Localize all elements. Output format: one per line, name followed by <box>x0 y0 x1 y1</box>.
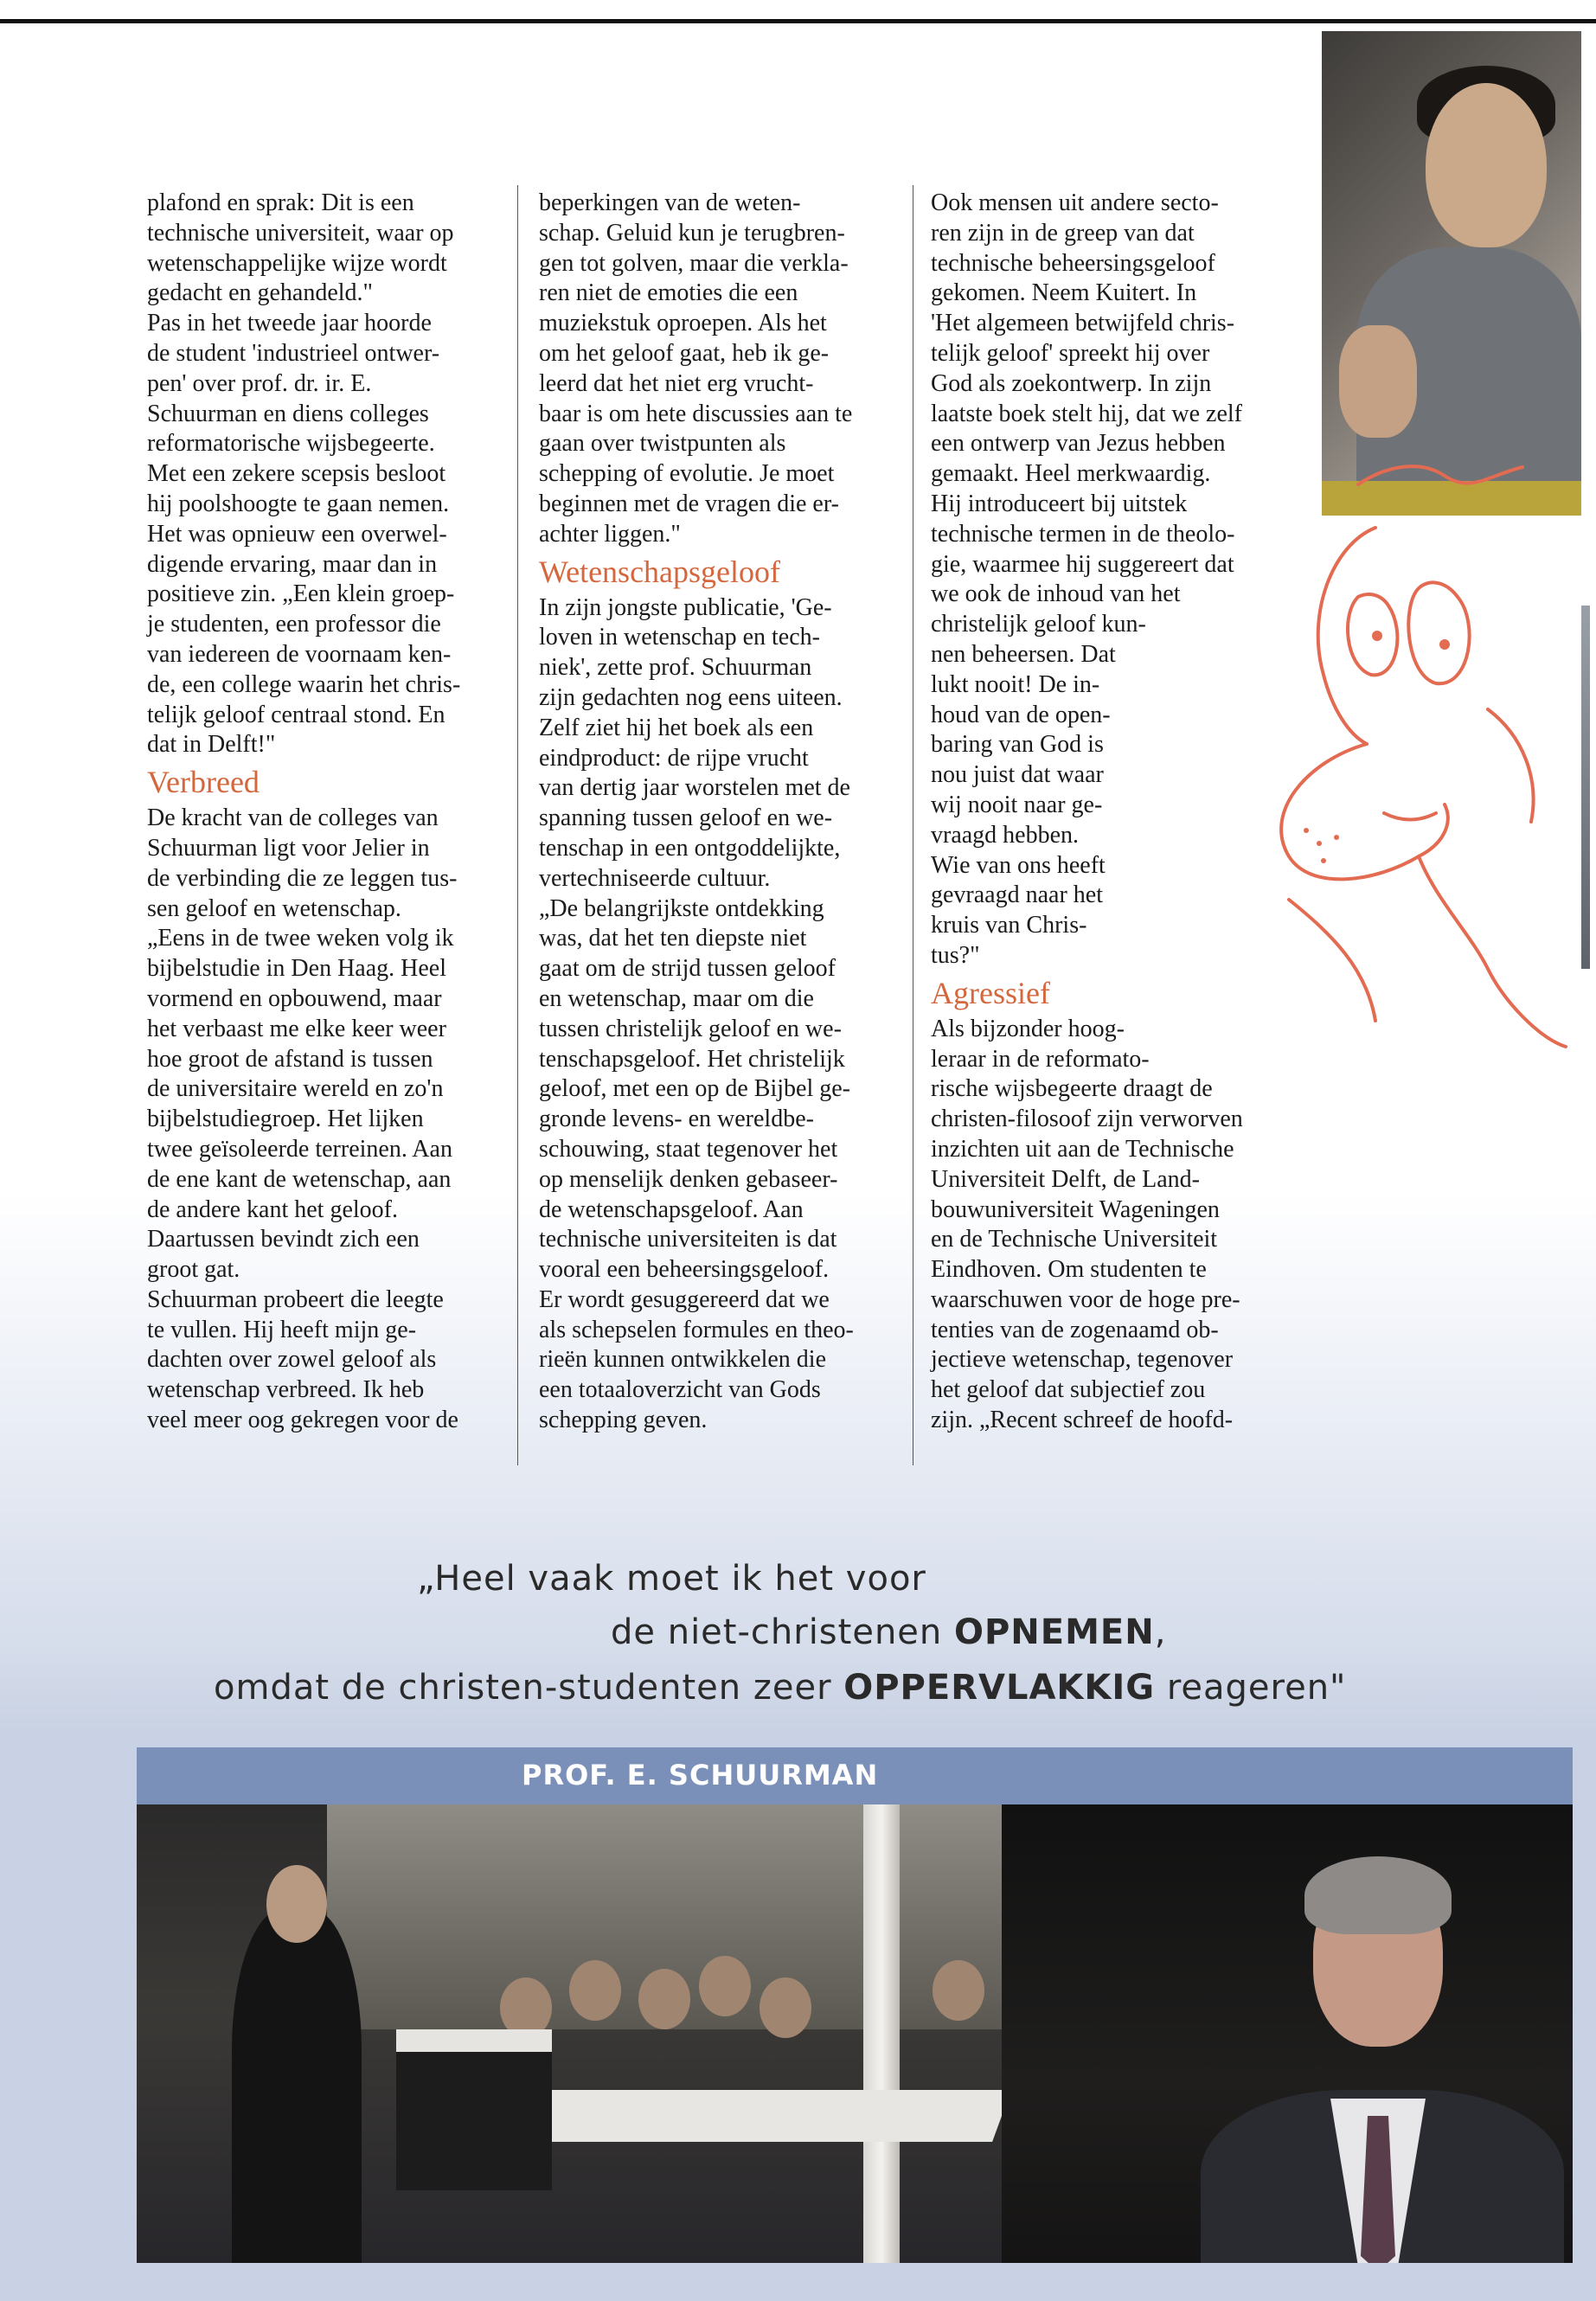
cartoon-chin <box>1419 856 1566 1047</box>
lectern <box>396 2029 552 2190</box>
classroom-photo <box>137 1804 1002 2263</box>
student-photo <box>1322 31 1581 516</box>
student-figure <box>569 1960 621 2021</box>
quote-emphasis: OPNEMEN <box>953 1612 1155 1652</box>
cartoon-nose <box>1281 744 1448 879</box>
classroom-table <box>490 2090 1002 2142</box>
portrait-photo <box>1002 1804 1573 2263</box>
cartoon-mouth <box>1384 813 1436 820</box>
column-divider <box>517 185 518 1465</box>
column-2-paragraph-1: beperkingen van de weten- schap. Geluid kun je terugbren- gen tot golven, maar die verkla- ren niet de emoties die een muziekstuk oproepen. Als het om het geloof gaat, heb ik ge- leerd dat het niet erg vrucht- baar is om hete discussies aan te gaan over twistpunten als schepping of evolutie. Je moet beginnen met de vragen die er- achter liggen." <box>539 189 853 548</box>
student-figure <box>760 1977 811 2038</box>
lecturer-figure <box>232 1908 362 2263</box>
quote-text: omdat de christen-studenten zeer <box>214 1668 844 1708</box>
lecturer-head <box>266 1865 327 1943</box>
quote-text: „Heel vaak moet ik het voor <box>417 1559 926 1599</box>
quote-text: de niet-christenen <box>611 1612 954 1652</box>
pull-quote-line-2 <box>611 1611 1166 1654</box>
cartoon-collar <box>1289 900 1375 1021</box>
student-face <box>1426 83 1547 247</box>
heading-wetenschapsgeloof: Wetenschapsgeloof <box>539 554 780 589</box>
student-figure <box>699 1956 751 2016</box>
cartoon-drawing <box>1159 450 1592 1107</box>
column-1-paragraph-2: De kracht van de colleges van Schuurman ligt voor Jelier in de verbinding die ze leggen tus- sen geloof en wetenschap. „Eens in de twee weken volg ik bijbelstudie in Den Haag. Heel vormend en opbouwend, maar het verbaast me elke keer weer hoe groot de afstand is tussen de universitaire wereld en zo'n bijbelstudiegroep. Het lijken twee geïsoleerde terreinen. Aan de ene kant de wetenschap, aan de andere kant het geloof. Daartussen bevindt zich een groot gat. Schuurman probeert die leegte te vullen. Hij heeft mijn ge- dachten over zowel geloof als wetenschap verbreed. Ik heb veel meer oog gekregen voor de <box>147 804 458 1434</box>
student-figure <box>933 1960 984 2021</box>
caption-name: PROF. E. SCHUURMAN <box>522 1759 879 1791</box>
column-3-paragraph-2: Als bijzonder hoog- leraar in de reformato- rische wijsbegeerte draagt de christen-filosoof zijn verworven inzichten uit aan de Technische Universiteit Delft, de Land- bouwuniversiteit Wageningen en de Technische Universiteit Eindhoven. Om studenten te waarschuwen voor de hoge pre- tenties van de zogenaamd ob- jectieve wetenschap, tegenover het geloof dat subjectief zou zijn. „Recent schreef de hoofd- <box>931 1015 1243 1434</box>
column-3-paragraph-1: Ook mensen uit andere secto- ren zijn in de greep van dat technische beheersingsgeloof gekomen. Neem Kuitert. In 'Het algemeen betwijfeld chris- telijk geloof' spreekt hij over God als zoekontwerp. In zijn laatste boek stelt hij, dat we zelf een ontwerp van Jezus hebben gemaakt. Heel merkwaardig. Hij introduceert bij uitstek technische termen in de theolo- gie, waarmee hij suggereert dat we ook de inhoud van het christelijk geloof kun- nen beheersen. Dat lukt nooit! De in- houd van de open- baring van God is nou juist dat waar wij nooit naar ge- vraagd hebben. Wie van ons heeft gevraagd naar het kruis van Chris- tus?" <box>931 189 1242 969</box>
student-figure <box>638 1969 690 2029</box>
article-column-1 <box>147 189 510 1436</box>
caption-bar <box>137 1747 1573 1804</box>
portrait-hair <box>1304 1856 1452 1934</box>
cartoon-hat-line <box>1358 466 1522 484</box>
pull-quote-line-1 <box>417 1557 926 1600</box>
classroom-pillar <box>863 1804 900 2263</box>
column-1-paragraph-1: plafond en sprak: Dit is een technische universiteit, waar op wetenschappelijke wijze wordt gedacht en gehandeld." Pas in het tweede jaar hoorde de student 'industrieel ontwer- pen' over prof. dr. ir. E. Schuurman en diens colleges reformatorische wijsbegeerte. Met een zekere scepsis besloot hij poolshoogte te gaan nemen. Het was opnieuw een overwel- digende ervaring, maar dan in positieve zin. „Een klein groep- je studenten, een professor die van iedereen de voornaam ken- de, een college waarin het chris- telijk geloof centraal stond. En dat in Delft!" <box>147 189 461 759</box>
cartoon-eye-right <box>1408 582 1469 683</box>
heading-verbreed: Verbreed <box>147 765 260 800</box>
cartoon-side-stroke <box>1488 709 1534 822</box>
quote-emphasis: OPPERVLAKKIG <box>843 1668 1156 1708</box>
student-hand <box>1339 325 1417 438</box>
pull-quote-line-3 <box>214 1666 1346 1709</box>
quote-text: reageren" <box>1155 1668 1347 1708</box>
article-column-2 <box>539 189 902 1436</box>
heading-agressief: Agressief <box>931 975 1050 1010</box>
column-2-paragraph-2: In zijn jongste publicatie, 'Ge- loven in wetenschap en tech- niek', zette prof. Schuurman zijn gedachten nog eens uiteen. Zelf ziet hij het boek als een eindproduct: de rijpe vrucht van dertig jaar worstelen met de spanning tussen geloof en we- tenschap in een ontgoddelijkte, vertechniseerde cultuur. „De belangrijkste ontdekking was, dat het ten diepste niet gaat om de strijd tussen geloof en wetenschap, maar om die tussen christelijk geloof en we- tenschapsgeloof. Het christelijk geloof, met een op de Bijbel ge- gronde levens- en wereldbe- schouwing, staat tegenover het op menselijk denken gebaseer- de wetenschapsgeloof. Aan technische universiteiten is dat vooral een beheersingsgeloof. Er wordt gesuggereerd dat we als schepselen formules en theo- rieën kunnen ontwikkelen die een totaaloverzicht van Gods schepping geven. <box>539 593 854 1434</box>
top-rule <box>0 19 1596 23</box>
quote-text: , <box>1154 1612 1167 1652</box>
